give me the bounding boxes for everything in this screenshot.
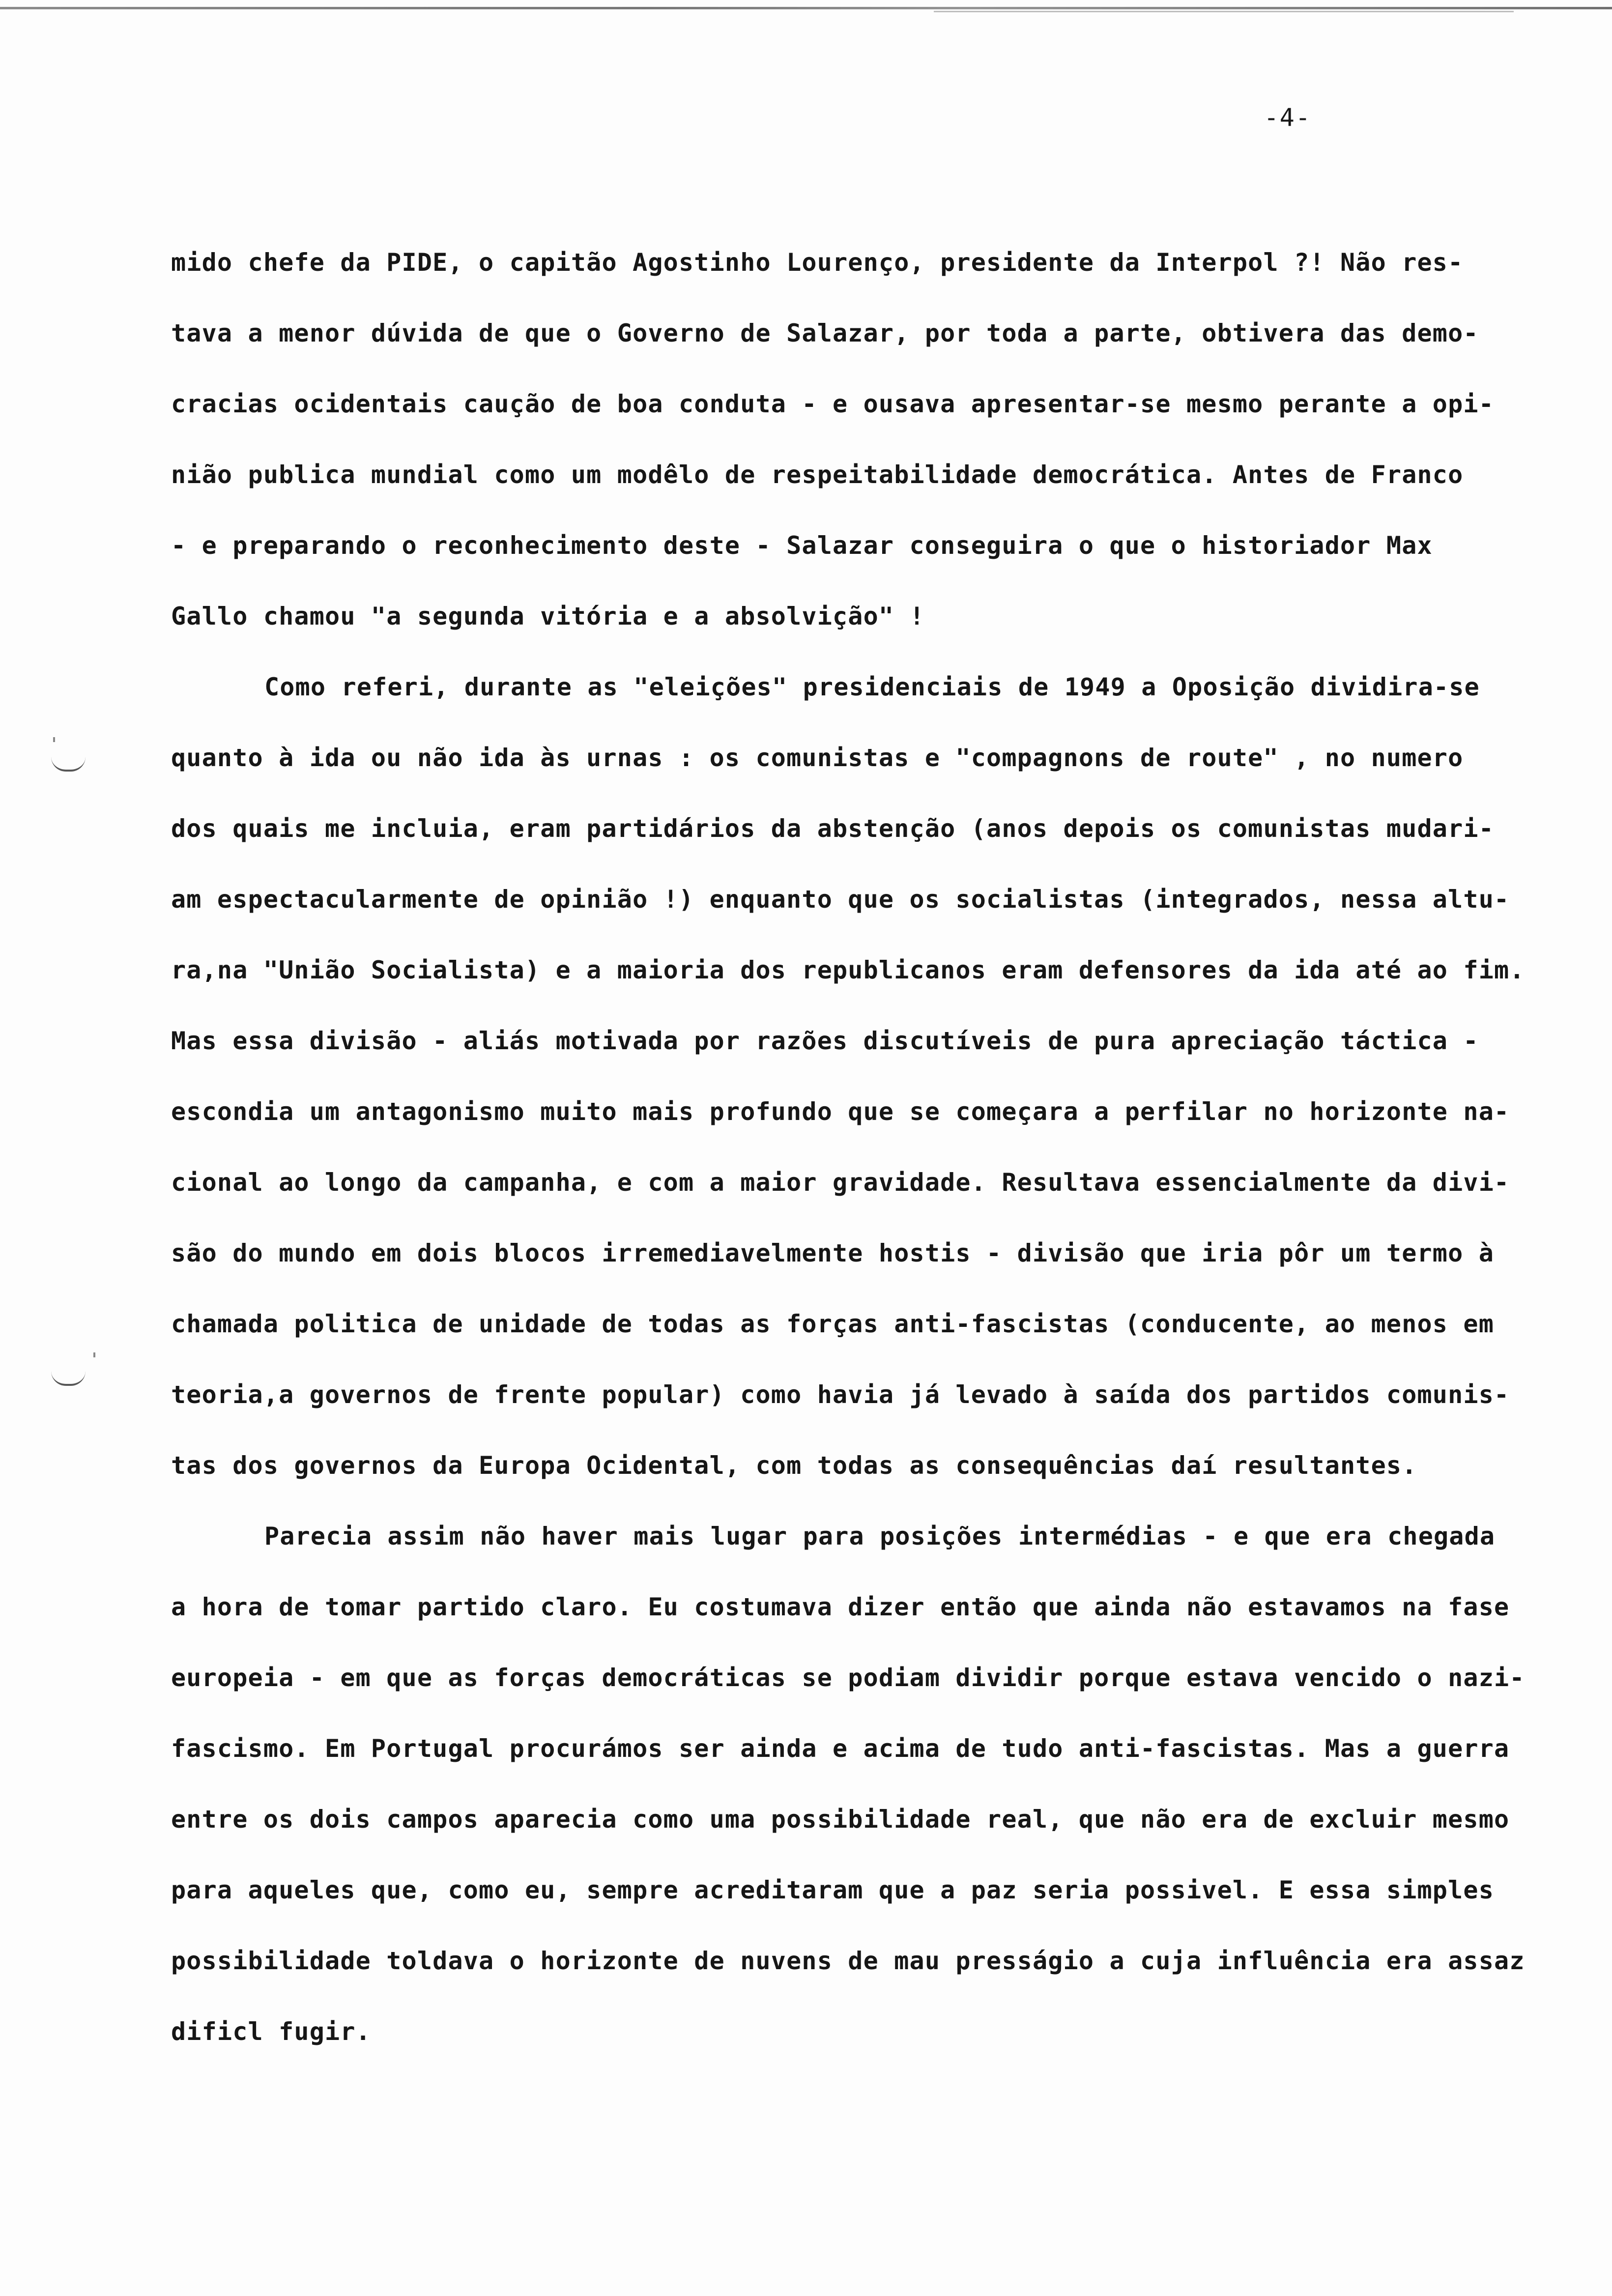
text-line: Mas essa divisão - aliás motivada por razões discutíveis de pura apreciação táctica - [171, 1027, 1479, 1055]
text-line: nião publica mundial como um modêlo de respeitabilidade democrática. Antes de Franco [171, 460, 1464, 489]
margin-dot [53, 737, 55, 742]
paragraph-start-line: Parecia assim não haver mais lugar para posições intermédias - e que era chegada [264, 1522, 1496, 1550]
page-number: -4- [1264, 103, 1311, 132]
text-line: possibilidade toldava o horizonte de nuvens de mau presságio a cuja influência era assaz [171, 1947, 1525, 1975]
text-line: a hora de tomar partido claro. Eu costumava dizer então que ainda não estavamos na fase [171, 1593, 1510, 1621]
text-line: dos quais me incluia, eram partidários da abstenção (anos depois os comunistas mudari- [171, 814, 1495, 843]
text-line: cracias ocidentais caução de boa conduta - e ousava apresentar-se mesmo perante a opi- [171, 390, 1495, 418]
text-line: tava a menor dúvida de que o Governo de Salazar, por toda a parte, obtivera das demo- [171, 319, 1479, 347]
text-line: ra,na "União Socialista) e a maioria dos republicanos eram defensores da ida até ao fim. [171, 956, 1525, 984]
text-line: - e preparando o reconhecimento deste - Salazar conseguira o que o historiador Max [171, 531, 1433, 560]
text-line: am espectacularmente de opinião !) enquanto que os socialistas (integrados, nessa altu- [171, 885, 1510, 914]
text-line: europeia - em que as forças democráticas se podiam dividir porque estava vencido o nazi- [171, 1664, 1525, 1692]
text-line: para aqueles que, como eu, sempre acreditaram que a paz seria possivel. E essa simples [171, 1876, 1495, 1904]
paragraph-start-line: Como referi, durante as "eleições" presidenciais de 1949 a Oposição dividira-se [264, 673, 1480, 701]
body-text [171, 227, 1523, 2067]
text-line: mido chefe da PIDE, o capitão Agostinho Lourenço, presidente da Interpol ?! Não res- [171, 248, 1464, 277]
margin-mark [51, 1371, 86, 1386]
text-line: chamada politica de unidade de todas as forças anti-fascistas (conducente, ao menos em [171, 1310, 1495, 1338]
text-line: cional ao longo da campanha, e com a maior gravidade. Resultava essencialmente da divi- [171, 1168, 1510, 1197]
text-line: quanto à ida ou não ida às urnas : os comunistas e "compagnons de route" , no numero [171, 744, 1464, 772]
text-line: fascismo. Em Portugal procurámos ser ainda e acima de tudo anti-fascistas. Mas a guerra [171, 1734, 1510, 1763]
margin-mark [51, 757, 86, 772]
margin-dot [93, 1352, 95, 1357]
text-line: Gallo chamou "a segunda vitória e a absolvição" ! [171, 602, 925, 631]
text-line: teoria,a governos de frente popular) como havia já levado à saída dos partidos comunis- [171, 1380, 1510, 1409]
top-border-line [0, 7, 1612, 9]
text-line: são do mundo em dois blocos irremediavelmente hostis - divisão que iria pôr um termo à [171, 1239, 1495, 1267]
top-border-line-secondary [934, 11, 1514, 12]
text-line: entre os dois campos aparecia como uma possibilidade real, que não era de excluir mesmo [171, 1805, 1510, 1834]
text-line: tas dos governos da Europa Ocidental, com todas as consequências daí resultantes. [171, 1451, 1417, 1480]
text-line: escondia um antagonismo muito mais profundo que se começara a perfilar no horizonte na- [171, 1097, 1510, 1126]
text-line: dificl fugir. [171, 2017, 371, 2046]
